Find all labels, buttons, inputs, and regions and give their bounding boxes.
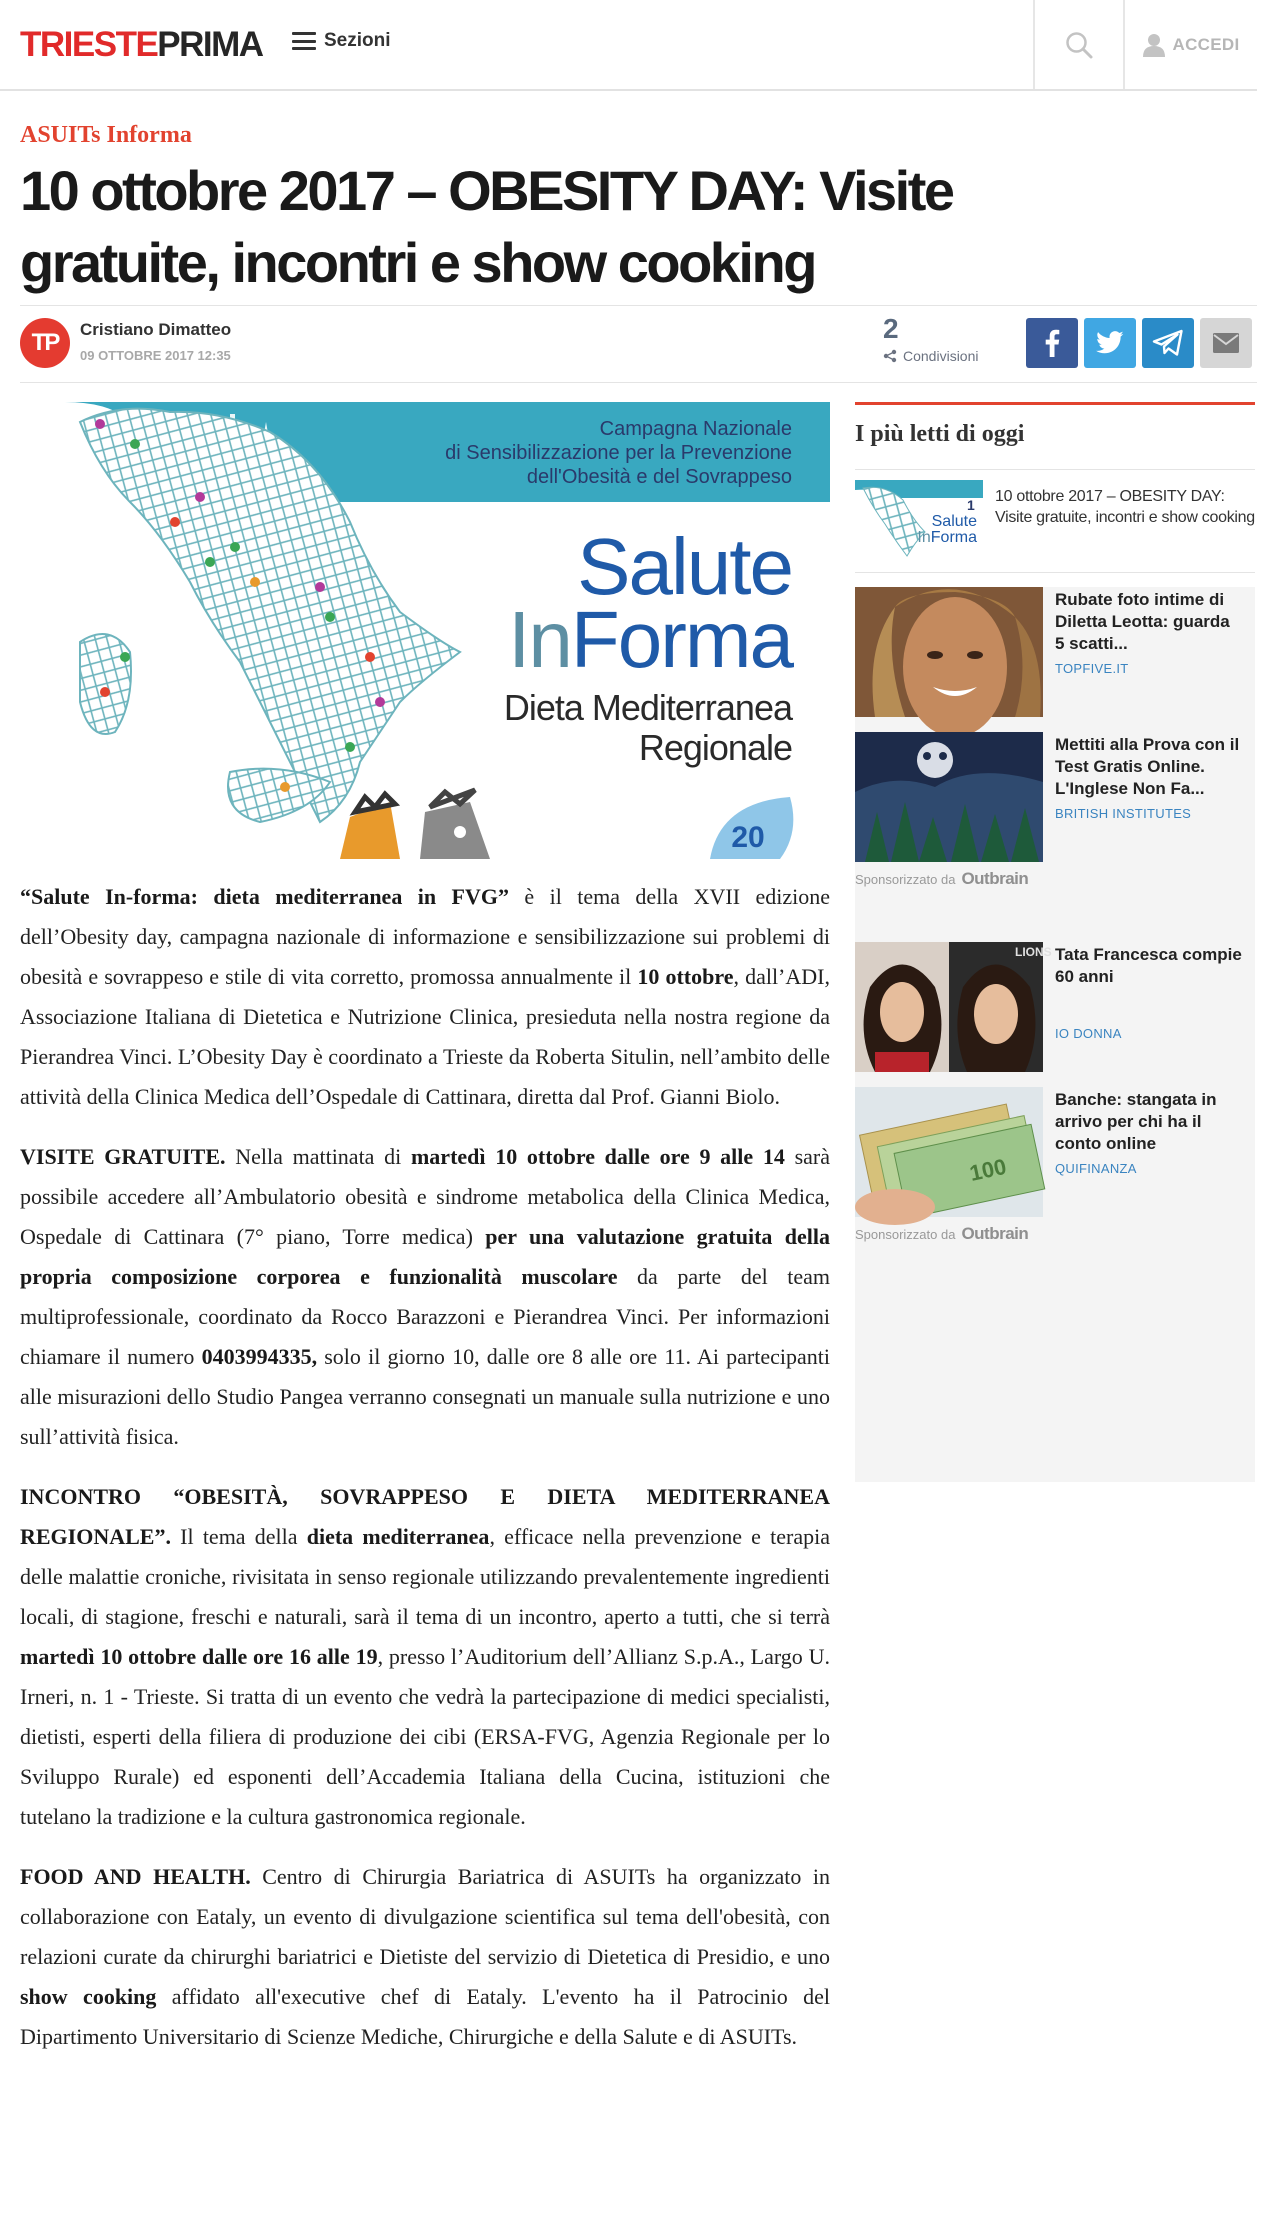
sponsored-image[interactable]	[855, 1087, 1043, 1217]
hero-image[interactable]	[20, 402, 830, 859]
most-read-title: I più letti di oggi	[855, 421, 1025, 447]
telegram-icon	[1153, 330, 1183, 356]
search-icon	[1064, 30, 1094, 60]
bold-text: 10 ottobre	[637, 964, 734, 989]
bold-text: martedì 10 ottobre dalle ore 9 alle 14	[410, 1144, 785, 1169]
sponsored-source[interactable]: IO DONNA	[1055, 1026, 1122, 1041]
brand-informa	[508, 595, 794, 684]
sponsor-label-row[interactable]	[855, 869, 1028, 889]
hero-subtitle-2: Regionale	[638, 727, 792, 768]
sponsor-label: Sponsorizzato da	[855, 871, 956, 887]
sponsored-image[interactable]	[855, 942, 1052, 1072]
paragraph-incontro	[20, 1477, 830, 1837]
author-avatar[interactable]: TP	[20, 318, 70, 368]
body-text: Centro di Chirurgia Bariatrica di ASUITs ha organizzato in collaborazione con Eataly, un evento di divulgazione scientifica sul tema dell'obesità, con relazioni curate da chirurghi bariatrici e Dietiste del servizio di Dietetica di Presidio, e uno	[20, 1864, 830, 1969]
article-byline	[20, 305, 1257, 383]
hero-subtitle-1: Dieta Mediterranea	[503, 687, 792, 728]
share-count-number: 2	[883, 313, 899, 344]
share-count-label: Condivisioni	[903, 348, 979, 364]
sponsored-headline[interactable]: Mettiti alla Prova con il Test Gratis Online. L'Inglese Non Fa...	[1055, 735, 1240, 798]
thumb-brand-forma: Forma	[930, 529, 977, 546]
body-text: , dall’ADI, Associazione Italiana di Dietetica e Nutrizione Clinica, presieduta nella nostra regione da Pierandrea Vinci. L’Obesity Day è coordinato a Trieste da Roberta Situlin, nell’ambito delle attività della Clinica Medica dell’Ospedale di Cattinara, diretta dal Prof. Gianni Biolo.	[20, 964, 830, 1109]
paragraph-visite	[20, 1137, 830, 1457]
bold-text: show cooking	[20, 1984, 157, 2009]
bold-text: “Salute In-forma: dieta mediterranea in FVG”	[20, 884, 509, 909]
sidebar-accent-rule	[855, 402, 1255, 405]
sponsored-headline[interactable]: Rubate foto intime di Diletta Leotta: guarda 5 scatti...	[1055, 590, 1230, 653]
sections-menu-button[interactable]	[292, 30, 391, 52]
sponsored-item[interactable]	[855, 942, 1255, 1072]
telegram-share-button[interactable]	[1142, 318, 1194, 368]
woman-portrait-image	[855, 587, 1043, 717]
facebook-share-button[interactable]	[1026, 318, 1078, 368]
bold-text: INCONTRO “OBESITÀ, SOVRAPPESO E DIETA MEDITERRANEA REGIONALE”.	[20, 1484, 830, 1549]
bold-text: 0403994335,	[201, 1344, 318, 1369]
facebook-icon	[1044, 329, 1060, 357]
sponsored-image[interactable]	[855, 732, 1043, 862]
body-text: sarà possibile accedere all’Ambulatorio obesità e sindrome metabolica della Clinica Medica, Ospedale di Cattinara (7° piano, Torre medica)	[20, 1144, 830, 1249]
thumb-brand-salute: Salute	[931, 513, 977, 530]
sponsored-source[interactable]: QUIFINANZA	[1055, 1161, 1137, 1176]
campaign-line-1: Campagna Nazionale	[599, 418, 792, 440]
outbrain-logo: Outbrain	[961, 1224, 1029, 1243]
share-count-label-row	[883, 348, 1003, 364]
brand-in: In	[508, 595, 571, 684]
most-read-headline[interactable]: 10 ottobre 2017 – OBESITY DAY: Visite gratuite, incontri e show cooking	[995, 488, 1255, 526]
logo-red-text: TRIESTE	[20, 25, 158, 64]
search-button[interactable]	[1035, 0, 1123, 89]
email-share-button[interactable]	[1200, 318, 1252, 368]
salute-informa-poster	[20, 402, 830, 859]
sponsor-label-row[interactable]	[855, 1224, 1028, 1244]
bold-text: FOOD AND HEALTH.	[20, 1864, 251, 1889]
body-text: Il tema della	[170, 1524, 307, 1549]
bold-text: VISITE GRATUITE.	[20, 1144, 226, 1169]
site-logo[interactable]	[20, 25, 263, 65]
sponsored-source[interactable]: BRITISH INSTITUTES	[1055, 806, 1192, 821]
article-body	[20, 877, 830, 2077]
most-read-thumbnail[interactable]	[855, 480, 983, 560]
login-button[interactable]	[1125, 0, 1257, 89]
banknote-value: 100	[967, 1153, 1009, 1186]
sidebar	[855, 402, 1255, 1482]
sections-menu-label: Sezioni	[324, 30, 391, 51]
hamburger-icon	[292, 32, 316, 50]
body-text: , presso l’Auditorium dell’Allianz S.p.A., Largo U. Irneri, n. 1 - Trieste. Si tratta di un evento che vedrà la partecipazione di medici specialisti, dietisti, esperti della filiera di produzione dei cibi (ERSA-FVG, Agenzia Regionale per lo Sviluppo Rurale) ed esponenti dell’Accademia Italiana della Cucina, istituzioni che tutelano la tradizione e la cultura gastronomica regionale.	[20, 1644, 830, 1829]
login-label: ACCEDI	[1172, 34, 1240, 54]
sponsored-info	[1043, 1087, 1255, 1217]
bold-text: per una valutazione gratuita della propria composizione corporea e funzionalità muscolare	[20, 1224, 830, 1289]
share-icon	[883, 349, 897, 363]
most-read-thumbnail-image	[855, 480, 983, 560]
banknotes-image	[855, 1087, 1043, 1217]
sponsor-label: Sponsorizzato da	[855, 1226, 956, 1242]
site-header	[0, 0, 1257, 91]
logo-dark-text: PRIMA	[157, 25, 263, 64]
author-name[interactable]: Cristiano Dimatteo	[80, 320, 232, 339]
article-title: 10 ottobre 2017 – OBESITY DAY: Visite gratuite, incontri e show cooking	[20, 159, 953, 294]
sponsored-item[interactable]	[855, 587, 1255, 717]
sponsored-source[interactable]: TOPFIVE.IT	[1055, 661, 1129, 676]
hero-badge: 20	[731, 821, 765, 854]
article-category[interactable]: ASUITs Informa	[20, 122, 192, 148]
body-text: è il tema della XVII edizione dell’Obesity day, campagna nazionale di informazione e sensibilizzazione sui problemi di obesità e sovrappeso e stile di vita corretto, promossa annualmente il	[20, 884, 830, 989]
share-counter	[883, 314, 1003, 364]
sponsored-headline[interactable]: Banche: stangata in arrivo per chi ha il conto online	[1055, 1090, 1217, 1153]
sponsored-info	[1043, 942, 1255, 1072]
twitter-share-button[interactable]	[1084, 318, 1136, 368]
bold-text: dieta mediterranea	[306, 1524, 490, 1549]
paragraph-intro	[20, 877, 830, 1117]
sponsored-headline[interactable]: Tata Francesca compie 60 anni	[1055, 945, 1242, 986]
sponsored-item[interactable]	[855, 732, 1255, 862]
sponsored-item[interactable]	[855, 1087, 1255, 1217]
publish-date: 09 OTTOBRE 2017 12:35	[80, 348, 231, 363]
twitter-icon	[1096, 331, 1124, 355]
ad-banner-text: LIONS	[1015, 945, 1052, 959]
body-text: solo il giorno 10, dalle ore 8 alle ore 11. Ai partecipanti alle misurazioni dello Studio Pangea verranno consegnati un manuale sulla nutrizione e uno sull’attività fisica.	[20, 1344, 830, 1449]
campaign-line-3: dell'Obesità e del Sovrappeso	[526, 466, 792, 488]
outbrain-logo: Outbrain	[961, 869, 1029, 888]
brand-salute: Salute	[577, 522, 792, 611]
most-read-item[interactable]	[855, 469, 1255, 573]
thumb-brand-informa	[917, 529, 977, 546]
campaign-line-2: di Sensibilizzazione per la Prevenzione	[445, 442, 792, 464]
body-text: Nella mattinata di	[225, 1144, 411, 1169]
body-text: da parte del team multiprofessionale, coordinato da Rocco Barazzoni e Pierandrea Vinci. Per informazioni chiamare il numero	[20, 1264, 830, 1369]
two-portraits-image	[855, 942, 1052, 1072]
sponsored-info	[1043, 587, 1255, 717]
body-text: affidato all'executive chef di Eataly. L'evento ha il Patrocinio del Dipartimento Universitario di Scienze Mediche, Chirurgiche e della Salute e di ASUITs.	[20, 1984, 830, 2049]
sponsored-image[interactable]	[855, 587, 1043, 717]
paragraph-food-health	[20, 1857, 830, 2057]
bold-text: martedì 10 ottobre dalle ore 16 alle 19	[20, 1644, 378, 1669]
brand-forma: Forma	[570, 595, 792, 684]
thumb-brand-in: In	[917, 529, 931, 546]
dark-forest-image	[855, 732, 1043, 862]
body-text: , efficace nella prevenzione e terapia delle malattie croniche, rivisitata in senso regionale utilizzando prevalentemente ingredienti locali, di stagione, freschi e naturali, sarà il tema di un incontro, aperto a tutti, che si terrà	[20, 1524, 830, 1629]
mail-icon	[1213, 333, 1239, 353]
sponsored-info	[1043, 732, 1255, 862]
sponsored-widget	[855, 587, 1255, 1482]
user-icon	[1143, 33, 1165, 57]
most-read-rank: 1	[967, 497, 975, 513]
